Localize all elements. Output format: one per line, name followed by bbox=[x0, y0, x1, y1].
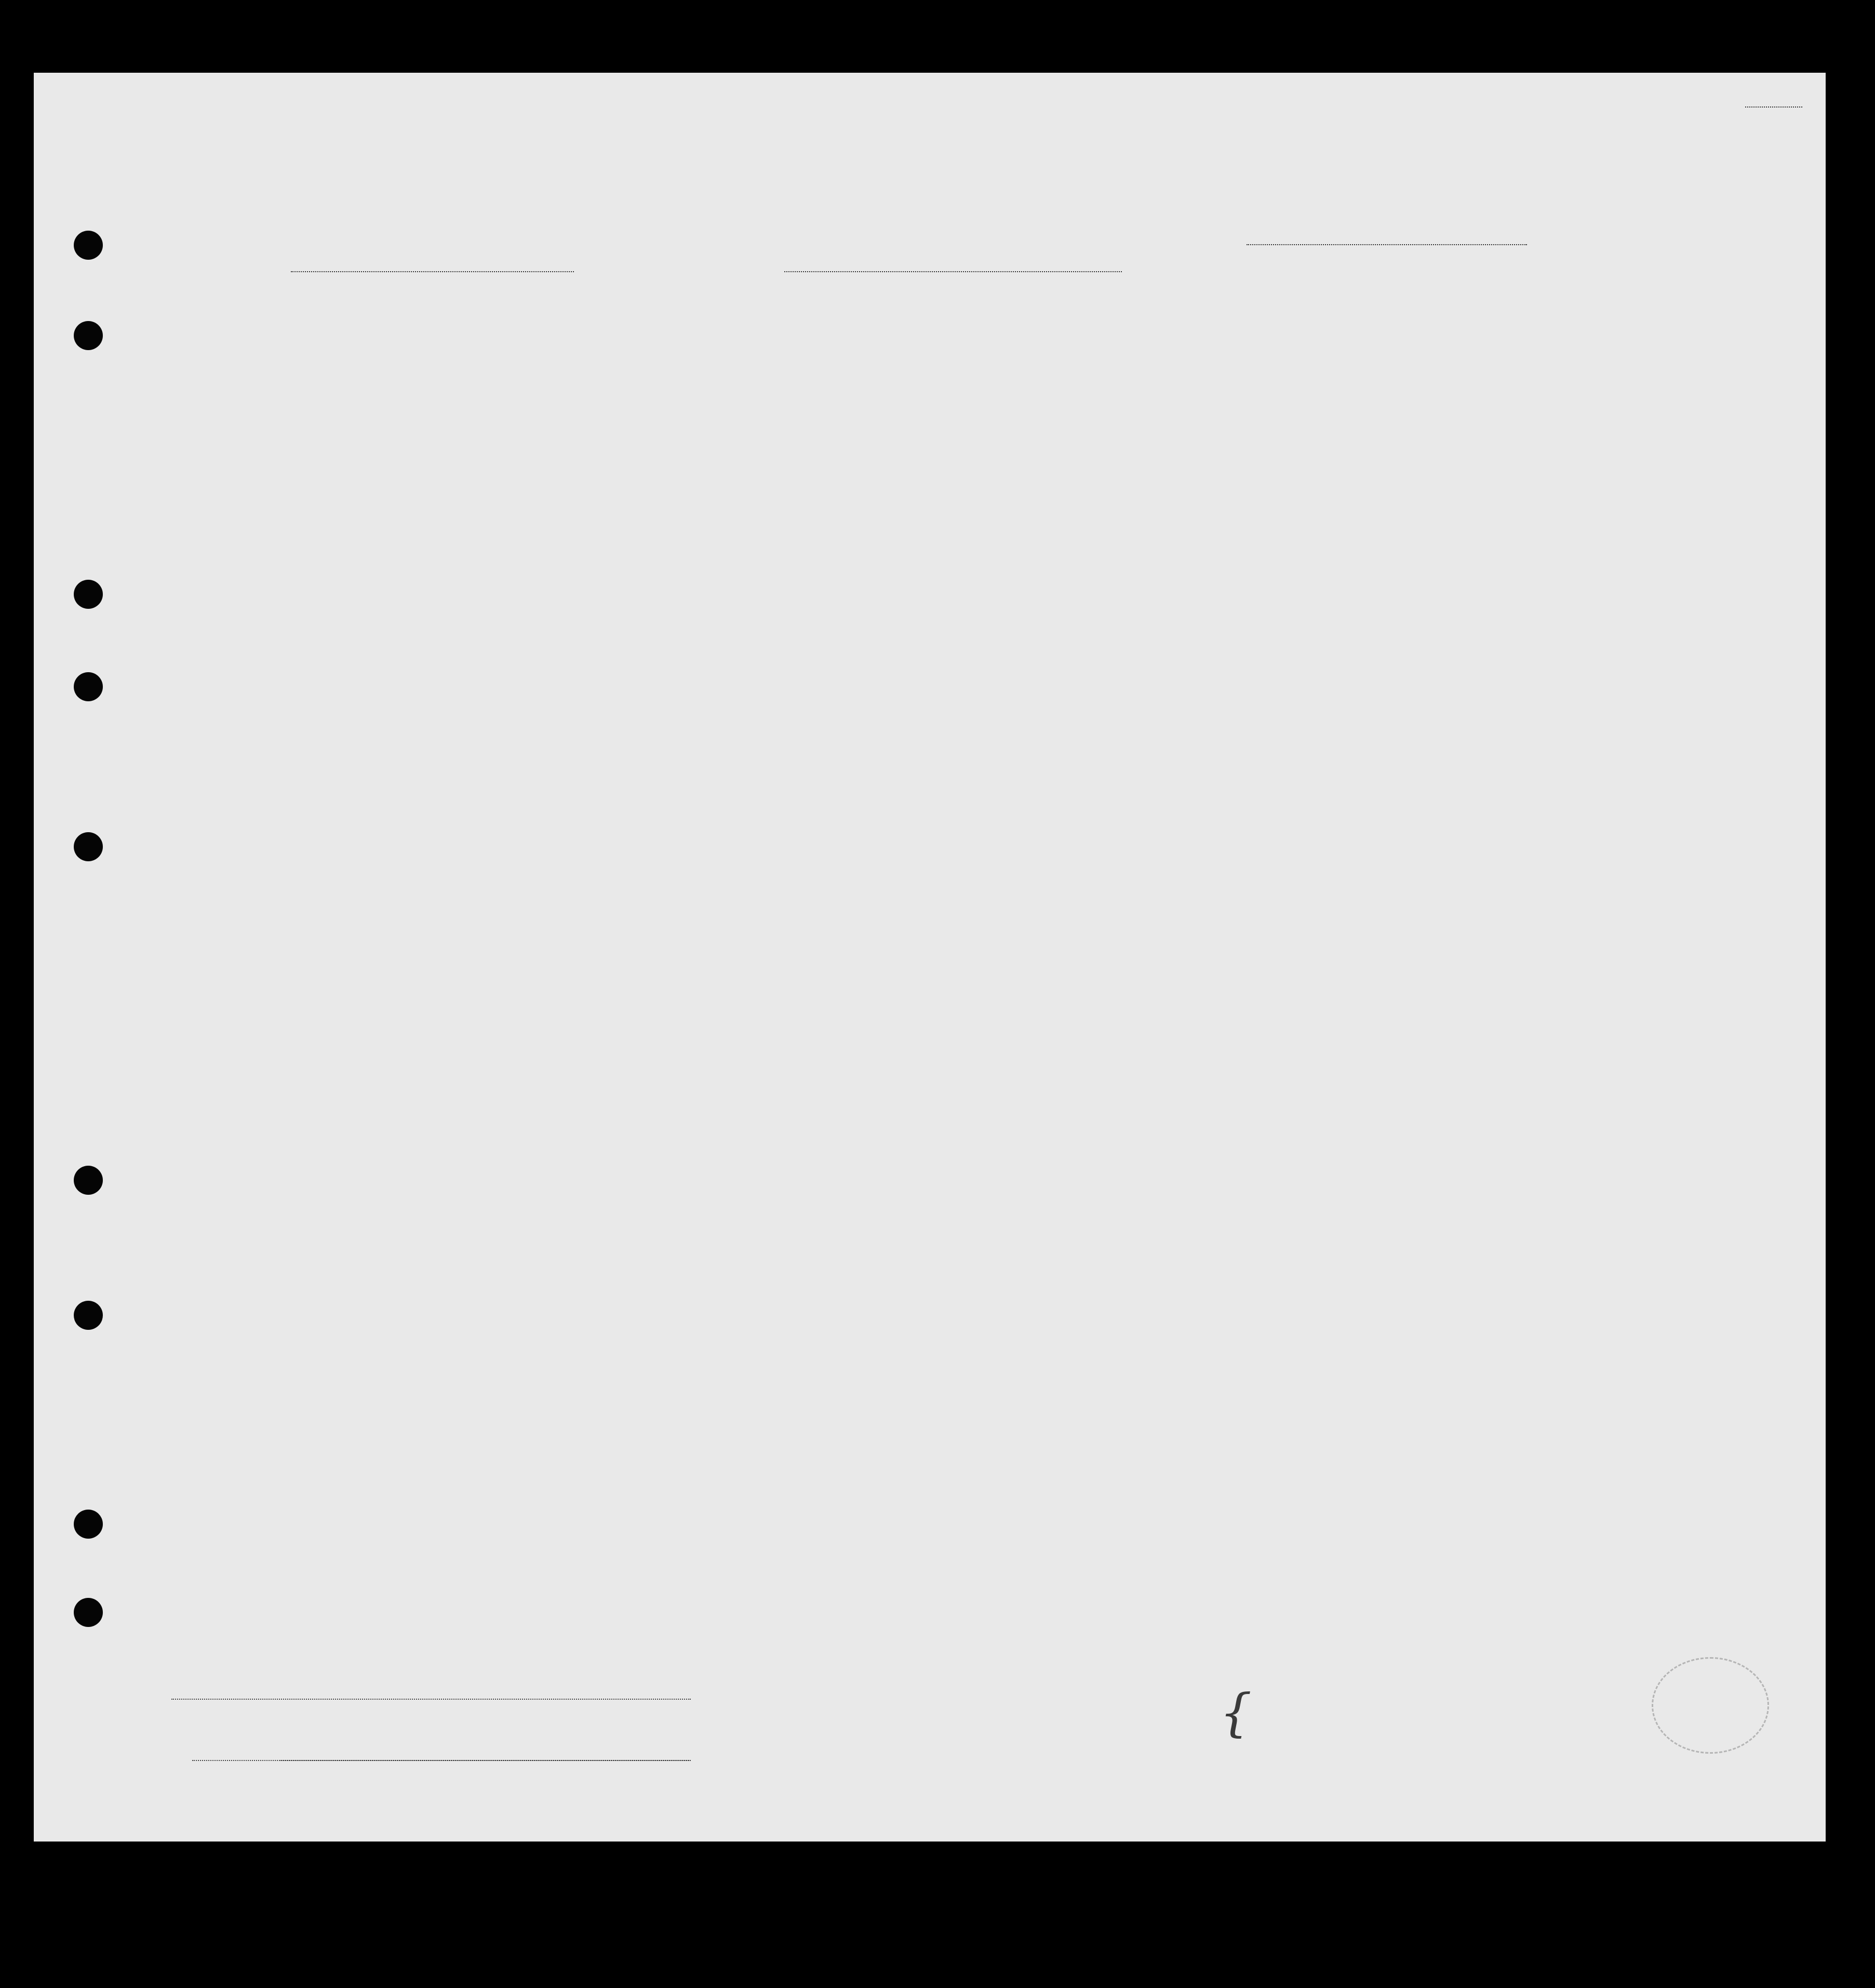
faint-stamp bbox=[1652, 1657, 1769, 1754]
agents-handwritten bbox=[280, 1760, 691, 1761]
brace: { bbox=[1220, 1684, 1252, 1743]
line-field[interactable] bbox=[171, 1699, 691, 1700]
